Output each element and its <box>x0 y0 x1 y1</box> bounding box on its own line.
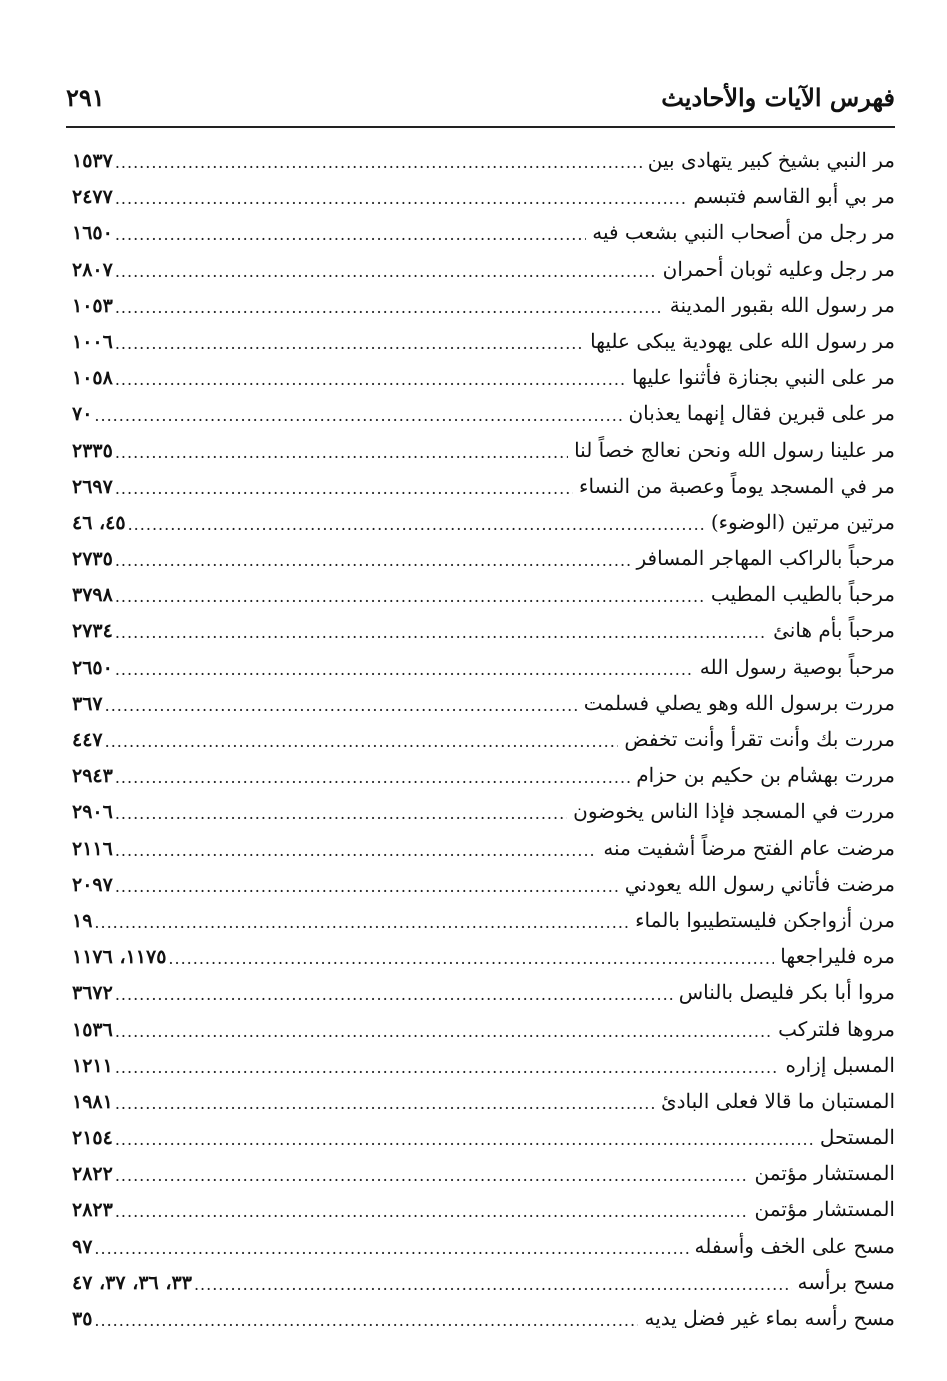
entry-text: المستبان ما قالا فعلى البادئ <box>660 1088 895 1113</box>
index-entry <box>72 649 895 685</box>
entry-reference-number: ٧٠ <box>72 403 93 426</box>
entry-text: مر على قبرين فقال إنهما يعذبان <box>628 401 895 426</box>
entry-text: المستشار مؤتمن <box>754 1197 895 1222</box>
dot-leader <box>115 1168 749 1188</box>
index-entry <box>72 1011 895 1047</box>
index-entry <box>72 1047 895 1083</box>
index-entry <box>72 974 895 1010</box>
page-header <box>66 80 895 120</box>
index-entry <box>72 432 895 468</box>
index-entry <box>72 1191 895 1227</box>
entry-reference-number: ٢٦٩٧ <box>72 475 113 498</box>
entry-reference-number: ١٥٣٦ <box>72 1018 113 1041</box>
entry-reference-number: ٢٠٩٧ <box>72 873 113 896</box>
dot-leader <box>115 589 705 609</box>
dot-leader <box>115 1024 772 1044</box>
entry-text: مرضت عام الفتح مرضاً أشفيت منه <box>603 835 895 860</box>
index-entry <box>72 612 895 648</box>
index-entry <box>72 251 895 287</box>
index-entry <box>72 214 895 250</box>
dot-leader <box>115 227 586 247</box>
entry-reference-number: ٩٧ <box>72 1235 93 1258</box>
entry-reference-number: ٣٦٧٢ <box>72 982 113 1005</box>
entry-reference-number: ١١٧٥، ١١٧٦ <box>72 946 167 969</box>
entry-reference-number: ٢٨٠٧ <box>72 258 113 281</box>
entry-text: مرن أزواجكن فليستطيبوا بالماء <box>635 907 895 932</box>
index-entry <box>72 142 895 178</box>
index-entry <box>72 504 895 540</box>
entry-reference-number: ١٦٥٠ <box>72 222 113 245</box>
entry-reference-number: ١٥٣٧ <box>72 150 113 172</box>
entry-reference-number: ٢٧٣٤ <box>72 620 113 643</box>
dot-leader <box>94 1241 688 1261</box>
entry-reference-number: ٢١٥٤ <box>72 1127 113 1150</box>
entry-text: مر بي أبو القاسم فتبسم <box>693 184 895 209</box>
dot-leader <box>115 336 584 356</box>
dot-leader <box>115 191 688 211</box>
header-rule <box>66 126 895 128</box>
entry-text: المستشار مؤتمن <box>754 1161 895 1186</box>
dot-leader <box>94 408 622 428</box>
entry-text: مرحباً بالراكب المهاجر المسافر <box>636 546 895 571</box>
entry-text: مسح برأسه <box>797 1269 895 1294</box>
entry-reference-number: ١٩ <box>72 909 93 932</box>
dot-leader <box>115 372 626 392</box>
index-entry <box>72 1155 895 1191</box>
dot-leader <box>115 625 767 645</box>
entry-text: مر على النبي بجنازة فأثنوا عليها <box>632 365 895 390</box>
dot-leader <box>128 517 705 537</box>
dot-leader <box>115 1204 749 1224</box>
dot-leader <box>115 843 597 863</box>
dot-leader <box>115 155 642 175</box>
entry-reference-number: ٢٧٣٥ <box>72 548 113 571</box>
index-entry <box>72 287 895 323</box>
running-title: فهرس الآيات والأحاديث <box>661 83 895 112</box>
index-entry <box>72 540 895 576</box>
index-entry <box>72 468 895 504</box>
entry-text: مررت في المسجد فإذا الناس يخوضون <box>573 799 895 824</box>
index-entry <box>72 323 895 359</box>
entry-reference-number: ٢٨٢٢ <box>72 1163 113 1186</box>
entry-reference-number: ٤٤٧ <box>72 729 103 751</box>
index-entry <box>72 1264 895 1300</box>
entry-text: مر في المسجد يوماً وعصبة من النساء <box>579 473 895 498</box>
entry-reference-number: ٢٤٧٧ <box>72 186 113 209</box>
entry-text: مرحباً بالطيب المطيب <box>710 582 895 607</box>
entry-text: المسبل إزاره <box>785 1052 895 1077</box>
entry-text: مر رسول الله على يهودية يبكى عليها <box>590 328 895 353</box>
dot-leader <box>105 698 578 718</box>
dot-leader <box>115 445 568 465</box>
entry-text: مر علينا رسول الله ونحن نعالج خصاً لنا <box>574 437 895 462</box>
index-entry <box>72 902 895 938</box>
index-entry <box>72 830 895 866</box>
dot-leader <box>115 553 631 573</box>
dot-leader <box>115 1060 780 1080</box>
index-entry <box>72 721 895 757</box>
index-entry <box>72 793 895 829</box>
entry-reference-number: ١٠٥٣ <box>72 294 113 317</box>
index-entry <box>72 178 895 214</box>
entry-text: مسح على الخف وأسفله <box>694 1233 895 1258</box>
entry-text: مروا أبا بكر فليصل بالناس <box>678 980 895 1005</box>
entry-text: مر النبي بشيخ كبير يتهادى بين <box>647 148 895 172</box>
entry-reference-number: ٢١١٦ <box>72 837 113 860</box>
dot-leader <box>115 662 694 682</box>
dot-leader <box>105 734 619 754</box>
entry-text: مر رسول الله بقبور المدينة <box>669 292 895 317</box>
entry-text: مررت برسول الله وهو يصلي فسلمت <box>583 690 895 715</box>
entry-reference-number: ٢٩٤٣ <box>72 765 113 788</box>
entry-text: مر رجل وعليه ثوبان أحمران <box>662 256 895 281</box>
dot-leader <box>168 951 774 971</box>
index-entry <box>72 757 895 793</box>
entry-text: مررت بهشام بن حكيم بن حزام <box>636 763 895 788</box>
dot-leader <box>115 481 573 501</box>
index-entry <box>72 1083 895 1119</box>
dot-leader <box>115 1132 814 1152</box>
entry-text: مره فليراجعها <box>780 944 895 969</box>
entry-reference-number: ٣٣، ٣٦، ٣٧، ٤٧ <box>72 1271 192 1294</box>
entry-reference-number: ٢٣٣٥ <box>72 439 113 462</box>
entry-text: مرتين مرتين (الوضوء) <box>710 509 895 534</box>
entry-reference-number: ١٠٥٨ <box>72 367 113 390</box>
entry-reference-number: ١٩٨١ <box>72 1090 113 1113</box>
entry-text: مروها فلتركب <box>778 1016 895 1041</box>
entry-text: مرحباً بوصية رسول الله <box>699 654 895 679</box>
index-entry <box>72 938 895 974</box>
dot-leader <box>115 264 657 284</box>
index-entry <box>72 576 895 612</box>
index-entry <box>72 1228 895 1264</box>
index-entry <box>72 866 895 902</box>
entry-reference-number: ٤٥، ٤٦ <box>72 511 126 534</box>
entry-text: مرحباً بأم هانئ <box>773 618 895 643</box>
entry-text: مررت بك وأنت تقرأ وأنت تخفض <box>624 727 895 751</box>
entry-text: مرضت فأتاني رسول الله يعودني <box>624 871 895 896</box>
index-entry <box>72 1119 895 1155</box>
page-number: ٢٩١ <box>66 83 105 112</box>
dot-leader <box>115 1096 655 1116</box>
dot-leader <box>115 806 567 826</box>
entry-reference-number: ٢٩٠٦ <box>72 801 113 824</box>
entry-reference-number: ٢٦٥٠ <box>72 656 113 679</box>
index-entry <box>72 395 895 431</box>
entry-reference-number: ٣٥ <box>72 1308 93 1330</box>
entry-reference-number: ١٢١١ <box>72 1054 113 1077</box>
entry-reference-number: ٣٦٧ <box>72 692 103 715</box>
entry-reference-number: ٢٨٢٣ <box>72 1199 113 1222</box>
dot-leader <box>94 915 629 935</box>
entry-text: المستحل <box>819 1125 895 1150</box>
dot-leader <box>94 1313 638 1333</box>
dot-leader <box>115 300 664 320</box>
dot-leader <box>115 770 630 790</box>
index-entry <box>72 685 895 721</box>
dot-leader <box>115 987 673 1007</box>
index-entry-list <box>72 142 895 1336</box>
entry-reference-number: ١٠٠٦ <box>72 330 113 353</box>
entry-text: مر رجل من أصحاب النبي بشعب فيه <box>592 220 895 245</box>
dot-leader <box>115 879 619 899</box>
index-entry <box>72 1300 895 1336</box>
entry-reference-number: ٣٧٩٨ <box>72 584 113 607</box>
entry-text: مسح رأسه بماء غير فضل يديه <box>644 1306 895 1330</box>
dot-leader <box>194 1277 792 1297</box>
index-entry <box>72 359 895 395</box>
